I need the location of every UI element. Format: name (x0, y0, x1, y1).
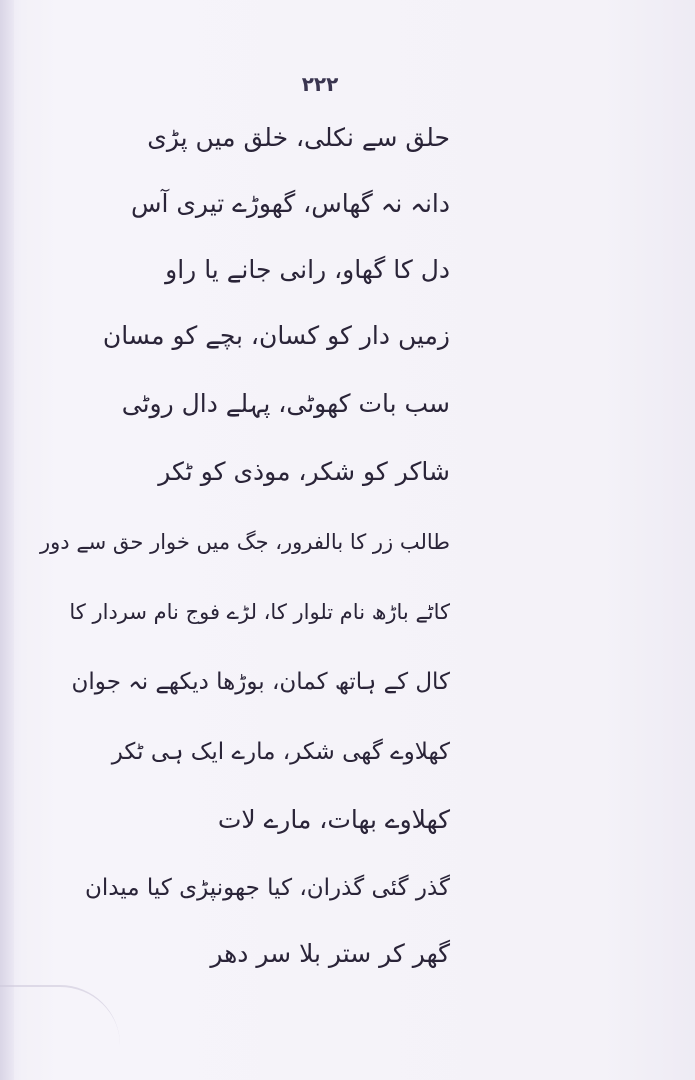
proverb-line-12: گذر گئی گذران، کیا جھونپڑی کیا میدان (84, 875, 450, 901)
proverb-line-9: کال کے ہاتھ کمان، بوڑھا دیکھے نہ جوان (71, 669, 450, 695)
proverb-line-3: دل کا گھاو، رانی جانے یا راو (165, 255, 450, 284)
proverb-line-13: گھر کر ستر بلا سر دھر (210, 939, 450, 968)
page-number: ۲۲۲ (301, 72, 339, 96)
page-curl (0, 985, 120, 1080)
proverb-line-2: دانہ نہ گھاس، گھوڑے تیری آس (130, 189, 450, 218)
proverb-line-11: کھلاوے بھات، مارے لات (217, 805, 450, 834)
proverb-line-6: شاکر کو شکر، موذی کو ٹکر (158, 457, 450, 486)
proverb-line-1: حلق سے نکلی، خلق میں پڑی (147, 123, 450, 152)
proverb-line-4: زمیں دار کو کسان، بچے کو مسان (102, 321, 450, 350)
proverb-line-10: کھلاوے گھی شکر، مارے ایک ہی ٹکر (111, 739, 450, 765)
proverb-line-8: کاٹے باڑھ نام تلوار کا، لڑے فوج نام سردار کا (69, 600, 450, 624)
proverb-line-7: طالب زر کا بالفرور، جگ میں خوار حق سے دور (40, 530, 450, 554)
proverb-line-5: سب بات کھوٹی، پہلے دال روٹی (121, 389, 450, 418)
page-binding-shadow (0, 0, 14, 1080)
